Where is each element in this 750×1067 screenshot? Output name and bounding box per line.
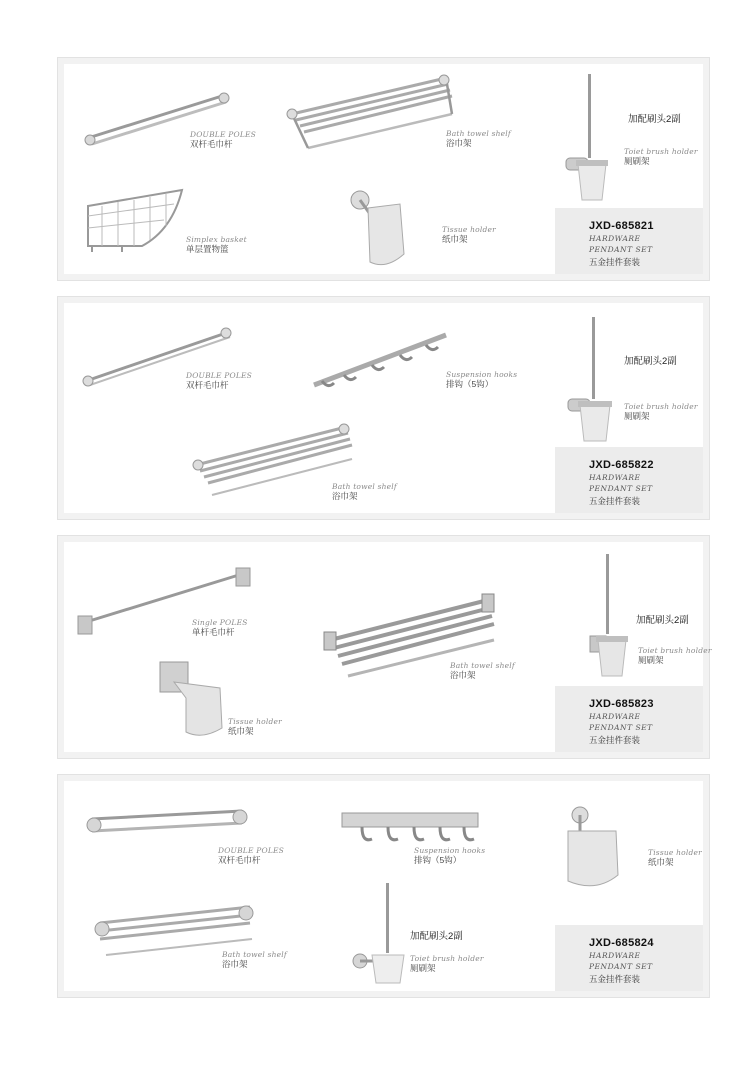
item-label: [442, 226, 496, 244]
item-label: [186, 236, 247, 254]
item-label: [218, 847, 284, 865]
set-subtitle-zh: 五金挂件套装: [589, 495, 641, 506]
set-subtitle-line-2: PENDANT SET: [589, 723, 653, 733]
item-zh-label: 纸巾架: [648, 856, 674, 867]
item-zh-label: 浴巾架: [450, 669, 476, 680]
set-code-box: [555, 208, 703, 274]
set-subtitle-line-2: PENDANT SET: [589, 245, 653, 255]
item-label: [228, 718, 282, 736]
item-zh-label: 纸巾架: [228, 725, 254, 736]
set-subtitle-zh: 五金挂件套装: [589, 734, 641, 745]
set-subtitle-zh: 五金挂件套装: [589, 973, 641, 984]
set-code-box: [555, 686, 703, 752]
panel-body: [64, 542, 712, 752]
extra-brush-heads-label: 加配刷头2副: [636, 615, 689, 626]
set-subtitle-line-1: HARDWARE: [589, 234, 641, 243]
item-en-label: Toiet brush holder: [638, 646, 712, 655]
item-label: [446, 371, 517, 389]
item-label: [648, 849, 702, 867]
item-en-label: Simplex basket: [186, 235, 247, 244]
item-label: [624, 148, 698, 166]
set-subtitle-line-2: PENDANT SET: [589, 484, 653, 494]
item-en-label: Bath towel shelf: [450, 661, 515, 670]
set-code: JXD-685821: [589, 220, 654, 232]
item-en-label: Toiet brush holder: [624, 147, 698, 156]
set-subtitle-line-1: HARDWARE: [589, 473, 641, 482]
set-code: JXD-685823: [589, 698, 654, 710]
set-subtitle-line-2: PENDANT SET: [589, 962, 653, 972]
product-set-panel-3: [57, 535, 710, 759]
item-en-label: Tissue holder: [228, 717, 282, 726]
item-label: [624, 403, 698, 421]
item-en-label: Single POLES: [192, 618, 248, 627]
item-en-label: DOUBLE POLES: [218, 846, 285, 855]
set-subtitle-zh: 五金挂件套装: [589, 256, 641, 267]
item-zh-label: 纸巾架: [442, 233, 468, 244]
item-label: [414, 847, 485, 865]
item-label: [332, 483, 397, 501]
item-label: [638, 647, 712, 665]
set-code: JXD-685822: [589, 459, 654, 471]
item-en-label: DOUBLE POLES: [190, 130, 257, 139]
item-en-label: DOUBLE POLES: [186, 371, 253, 380]
item-zh-label: 厕刷架: [624, 155, 650, 166]
item-zh-label: 厕刷架: [624, 410, 650, 421]
item-en-label: Tissue holder: [442, 225, 496, 234]
item-en-label: Bath towel shelf: [446, 129, 511, 138]
set-subtitle-line-1: HARDWARE: [589, 951, 641, 960]
item-en-label: Bath towel shelf: [222, 950, 287, 959]
set-code-box: [555, 447, 703, 513]
item-label: [190, 131, 256, 149]
item-en-label: Toiet brush holder: [624, 402, 698, 411]
item-zh-label: 浴巾架: [446, 137, 472, 148]
panel-body: [64, 64, 703, 274]
item-zh-label: 浴巾架: [222, 958, 248, 969]
set-subtitle-line-1: HARDWARE: [589, 712, 641, 721]
item-label: [192, 619, 248, 637]
product-set-panel-4: [57, 774, 710, 998]
item-label: [446, 130, 511, 148]
item-zh-label: 双杆毛巾杆: [218, 854, 261, 865]
extra-brush-heads-label: 加配刷头2副: [624, 356, 677, 367]
item-zh-label: 双杆毛巾杆: [186, 379, 229, 390]
extra-brush-heads-label: 加配刷头2副: [628, 114, 681, 125]
item-label: [410, 955, 484, 973]
item-zh-label: 单杆毛巾杆: [192, 626, 235, 637]
item-en-label: Tissue holder: [648, 848, 702, 857]
item-label: [450, 662, 515, 680]
item-en-label: Suspension hooks: [446, 370, 518, 379]
item-zh-label: 浴巾架: [332, 490, 358, 501]
item-zh-label: 厕刷架: [410, 962, 436, 973]
item-zh-label: 排钩（5钩）: [414, 854, 462, 865]
product-set-panel-2: [57, 296, 710, 520]
set-code-box: [555, 925, 703, 991]
panel-body: [64, 781, 703, 991]
item-zh-label: 厕刷架: [638, 654, 664, 665]
item-en-label: Toiet brush holder: [410, 954, 484, 963]
product-set-panel-1: [57, 57, 710, 281]
item-zh-label: 双杆毛巾杆: [190, 138, 233, 149]
set-code: JXD-685824: [589, 937, 654, 949]
extra-brush-heads-label: 加配刷头2副: [410, 931, 463, 942]
item-label: [222, 951, 287, 969]
item-en-label: Suspension hooks: [414, 846, 486, 855]
item-label: [186, 372, 252, 390]
item-zh-label: 排钩（5钩）: [446, 378, 494, 389]
item-zh-label: 单层置物篮: [186, 243, 229, 254]
panel-body: [64, 303, 703, 513]
item-en-label: Bath towel shelf: [332, 482, 397, 491]
